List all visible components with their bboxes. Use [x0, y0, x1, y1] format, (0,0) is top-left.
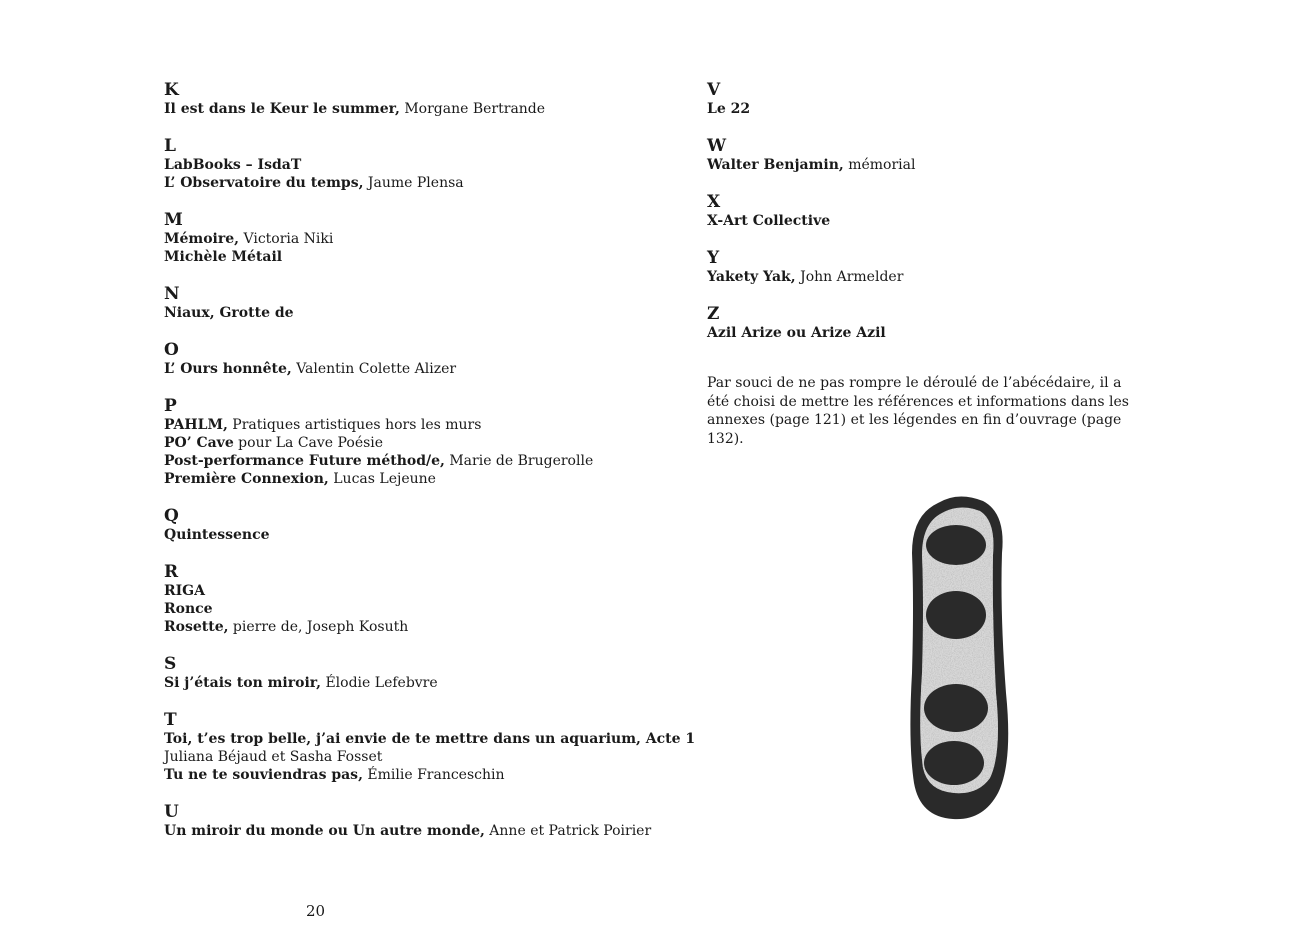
index-section-w [707, 136, 1147, 174]
index-entry [164, 618, 644, 636]
entry-title: Tu ne te souviendras pas, [164, 767, 363, 783]
index-section-o [164, 340, 644, 378]
index-entry [164, 248, 644, 266]
entry-title: Si j’étais ton miroir, [164, 675, 322, 691]
index-letter: O [164, 340, 179, 360]
entry-title: Ronce [164, 601, 213, 617]
index-section-r [164, 562, 644, 636]
entry-detail: pierre de, Joseph Kosuth [228, 619, 409, 635]
index-letter: T [164, 710, 177, 730]
entry-title: X-Art Collective [707, 213, 831, 229]
index-section-m [164, 210, 644, 266]
entry-title: Le 22 [707, 101, 751, 117]
index-section-y [707, 248, 1147, 286]
index-entry [164, 230, 644, 248]
stone-dark-spot [926, 591, 986, 639]
entry-title: PO’ Cave [164, 435, 234, 451]
index-entry [164, 416, 644, 434]
index-letter: R [164, 562, 179, 582]
entry-detail: John Armelder [795, 269, 904, 285]
entry-title: Un miroir du monde ou Un autre monde, [164, 823, 485, 839]
entry-detail: Marie de Brugerolle [444, 453, 594, 469]
index-letter: X [707, 192, 721, 212]
stone-dark-spot [924, 741, 984, 785]
index-section-u [164, 802, 652, 840]
index-letter: V [707, 80, 721, 100]
index-entry [164, 730, 696, 748]
entry-title: RIGA [164, 583, 206, 599]
index-entry [164, 156, 644, 174]
index-entry [164, 526, 644, 544]
index-entry [707, 100, 1147, 118]
entry-title: L’ Observatoire du temps, [164, 175, 364, 191]
entry-detail: Lucas Lejeune [328, 471, 436, 487]
stone-dark-spot [924, 684, 988, 732]
entry-detail: Victoria Niki [239, 231, 334, 247]
entry-title: Walter Benjamin, [707, 157, 844, 173]
index-section-z [707, 304, 1147, 342]
entry-title: Toi, t’es trop belle, j’ai envie de te mettre dans un aquarium, Acte 1 [164, 731, 696, 747]
index-section-v [707, 80, 1147, 118]
speckled-stone-illustration [898, 493, 1018, 823]
index-letter: Y [707, 248, 720, 268]
index-entry [164, 822, 652, 840]
index-entry [164, 470, 644, 488]
index-letter: Z [707, 304, 720, 324]
index-entry [707, 324, 1147, 342]
index-entry [164, 174, 644, 192]
index-left-column [164, 80, 696, 858]
index-letter: N [164, 284, 180, 304]
index-letter: Q [164, 506, 179, 526]
index-entry [164, 600, 644, 618]
entry-detail: Élodie Lefebvre [321, 675, 438, 691]
index-letter: M [164, 210, 183, 230]
entry-detail: pour La Cave Poésie [233, 435, 384, 451]
index-letter: L [164, 136, 176, 156]
index-entry [164, 100, 644, 118]
index-entry [707, 268, 1147, 286]
entry-title: Niaux, Grotte de [164, 305, 294, 321]
index-entry [164, 360, 644, 378]
index-section-p [164, 396, 644, 488]
index-letter: P [164, 396, 177, 416]
entry-detail: Pratiques artistiques hors les murs [227, 417, 482, 433]
entry-title: Mémoire, [164, 231, 240, 247]
entry-title: Post-performance Future méthod/e, [164, 453, 445, 469]
editorial-note: Par souci de ne pas rompre le déroulé de l’abécédaire, il a été choisi de mettre les références et informations dans les annexes (page 121) et les légendes en fin d’ouvrage (page 132). [707, 375, 1129, 447]
index-entry [164, 304, 644, 322]
index-letter: S [164, 654, 177, 674]
entry-title: Yakety Yak, [707, 269, 796, 285]
index-entry [164, 766, 644, 784]
index-section-t [164, 710, 696, 784]
entry-detail: Jaume Plensa [363, 175, 464, 191]
entry-title: LabBooks – IsdaT [164, 157, 302, 173]
index-entry [164, 452, 644, 470]
entry-detail: mémorial [843, 157, 916, 173]
index-entry [164, 674, 644, 692]
index-entry [164, 748, 644, 766]
index-entry [164, 434, 644, 452]
index-entry [164, 582, 644, 600]
index-entry [707, 156, 1147, 174]
entry-title: Rosette, [164, 619, 229, 635]
entry-detail: Valentin Colette Alizer [291, 361, 457, 377]
entry-title: Azil Arize ou Arize Azil [707, 325, 886, 341]
entry-detail: Juliana Béjaud et Sasha Fosset [164, 749, 383, 765]
index-right-column [707, 80, 1147, 360]
index-section-x [707, 192, 1147, 230]
index-letter: W [707, 136, 727, 156]
entry-title: Première Connexion, [164, 471, 329, 487]
entry-title: Il est dans le Keur le summer, [164, 101, 400, 117]
index-entry [707, 212, 1147, 230]
entry-detail: Émilie Franceschin [362, 767, 505, 783]
index-section-s [164, 654, 644, 692]
entry-title: PAHLM, [164, 417, 228, 433]
stone-dark-spot [926, 525, 986, 565]
entry-detail: Morgane Bertrande [399, 101, 546, 117]
index-section-k [164, 80, 644, 118]
index-section-q [164, 506, 644, 544]
index-letter: U [164, 802, 179, 822]
index-section-n [164, 284, 644, 322]
index-letter: K [164, 80, 179, 100]
page-number: 20 [306, 902, 326, 920]
entry-detail: Anne et Patrick Poirier [484, 823, 652, 839]
entry-title: L’ Ours honnête, [164, 361, 292, 377]
entry-title: Quintessence [164, 527, 270, 543]
entry-title: Michèle Métail [164, 249, 283, 265]
index-section-l [164, 136, 644, 192]
